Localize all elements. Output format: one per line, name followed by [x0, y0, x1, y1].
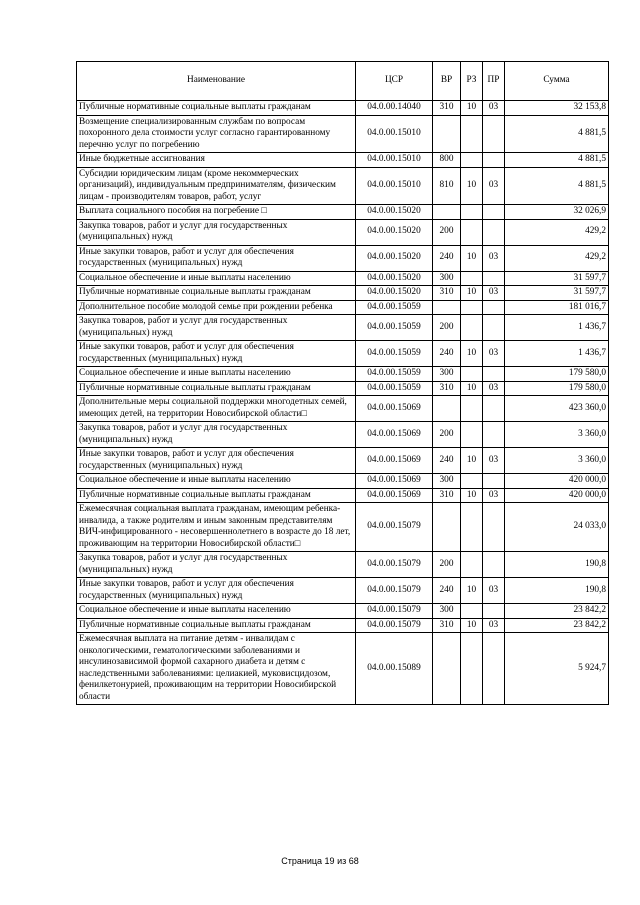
table-row [77, 633, 609, 705]
cell-vr: 310 [433, 488, 461, 503]
cell-pr: 03 [483, 245, 505, 271]
cell-csr: 04.0.00.15010 [356, 115, 433, 153]
cell-rz: 10 [461, 245, 483, 271]
table-row [77, 474, 609, 489]
cell-rz [461, 552, 483, 578]
cell-name: Иные закупки товаров, работ и услуг для обеспечения государственных (муниципальных) нужд [77, 341, 356, 367]
cell-csr: 04.0.00.15020 [356, 245, 433, 271]
cell-vr: 200 [433, 422, 461, 448]
cell-vr: 310 [433, 381, 461, 396]
cell-rz [461, 219, 483, 245]
cell-csr: 04.0.00.15069 [356, 396, 433, 422]
cell-csr: 04.0.00.15059 [356, 300, 433, 315]
table-row [77, 422, 609, 448]
cell-pr [483, 300, 505, 315]
cell-rz [461, 205, 483, 220]
cell-rz: 10 [461, 341, 483, 367]
cell-vr: 300 [433, 474, 461, 489]
cell-pr: 03 [483, 286, 505, 301]
cell-rz [461, 396, 483, 422]
cell-rz [461, 367, 483, 382]
cell-pr [483, 367, 505, 382]
cell-sum: 4 881,5 [505, 115, 609, 153]
cell-pr [483, 219, 505, 245]
cell-csr: 04.0.00.15069 [356, 474, 433, 489]
cell-name: Иные бюджетные ассигнования [77, 153, 356, 168]
cell-csr: 04.0.00.15079 [356, 604, 433, 619]
cell-pr: 03 [483, 618, 505, 633]
cell-sum: 420 000,0 [505, 488, 609, 503]
cell-name: Возмещение специализированным службам по вопросам похоронного дела стоимости услуг согласно гарантированному перечню услуг по погребению [77, 115, 356, 153]
cell-rz: 10 [461, 618, 483, 633]
cell-pr: 03 [483, 381, 505, 396]
table-row [77, 578, 609, 604]
cell-pr [483, 552, 505, 578]
cell-rz [461, 422, 483, 448]
table-row [77, 604, 609, 619]
table-row [77, 367, 609, 382]
cell-name: Иные закупки товаров, работ и услуг для обеспечения государственных (муниципальных) нужд [77, 578, 356, 604]
cell-rz: 10 [461, 167, 483, 205]
cell-csr: 04.0.00.15059 [356, 381, 433, 396]
cell-pr: 03 [483, 488, 505, 503]
cell-vr: 800 [433, 153, 461, 168]
cell-vr: 310 [433, 618, 461, 633]
cell-rz [461, 503, 483, 552]
cell-sum: 423 360,0 [505, 396, 609, 422]
cell-pr [483, 633, 505, 705]
table-row [77, 101, 609, 116]
table-row [77, 219, 609, 245]
cell-sum: 190,8 [505, 578, 609, 604]
cell-name: Закупка товаров, работ и услуг для государственных (муниципальных) нужд [77, 315, 356, 341]
cell-pr [483, 474, 505, 489]
cell-csr: 04.0.00.15010 [356, 167, 433, 205]
cell-name: Закупка товаров, работ и услуг для государственных (муниципальных) нужд [77, 552, 356, 578]
cell-rz: 10 [461, 101, 483, 116]
cell-name: Публичные нормативные социальные выплаты гражданам [77, 381, 356, 396]
cell-name: Социальное обеспечение и иные выплаты населению [77, 604, 356, 619]
cell-sum: 24 033,0 [505, 503, 609, 552]
cell-name: Ежемесячная выплата на питание детям - инвалидам с онкологическими, гематологическими заболеваниями и инсулинозависимой формой сахарного диабета и детям с наследственными заболеваниями: целиакией, муковисцидозом, фенилкетонурией, проживающим на территории Новосибирской области [77, 633, 356, 705]
header-vr: ВР [433, 62, 461, 101]
budget-table [76, 61, 609, 705]
cell-rz [461, 115, 483, 153]
table-row [77, 300, 609, 315]
cell-pr [483, 271, 505, 286]
cell-pr [483, 422, 505, 448]
header-sum: Сумма [505, 62, 609, 101]
cell-name: Социальное обеспечение и иные выплаты населению [77, 367, 356, 382]
table-row [77, 205, 609, 220]
cell-rz [461, 300, 483, 315]
cell-pr [483, 153, 505, 168]
cell-pr: 03 [483, 101, 505, 116]
header-rz: РЗ [461, 62, 483, 101]
cell-sum: 429,2 [505, 245, 609, 271]
cell-vr: 200 [433, 315, 461, 341]
cell-vr: 240 [433, 341, 461, 367]
cell-vr: 310 [433, 286, 461, 301]
cell-pr [483, 315, 505, 341]
cell-rz: 10 [461, 381, 483, 396]
cell-vr [433, 300, 461, 315]
cell-rz: 10 [461, 448, 483, 474]
cell-rz [461, 153, 483, 168]
cell-sum: 4 881,5 [505, 153, 609, 168]
table-row [77, 618, 609, 633]
cell-sum: 32 026,9 [505, 205, 609, 220]
cell-csr: 04.0.00.15069 [356, 422, 433, 448]
cell-pr: 03 [483, 341, 505, 367]
table-header-row [77, 62, 609, 101]
cell-pr: 03 [483, 167, 505, 205]
cell-name: Ежемесячная социальная выплата гражданам, имеющим ребенка-инвалида, а также родителям и иным законным представителям ВИЧ-инфицированного - несовершеннолетнего в возрасте до 18 лет, проживающим на территории Новосибирской области□ [77, 503, 356, 552]
cell-name: Иные закупки товаров, работ и услуг для обеспечения государственных (муниципальных) нужд [77, 448, 356, 474]
cell-csr: 04.0.00.15079 [356, 552, 433, 578]
cell-name: Социальное обеспечение и иные выплаты населению [77, 271, 356, 286]
cell-rz: 10 [461, 286, 483, 301]
cell-sum: 420 000,0 [505, 474, 609, 489]
cell-sum: 32 153,8 [505, 101, 609, 116]
cell-sum: 5 924,7 [505, 633, 609, 705]
cell-sum: 1 436,7 [505, 341, 609, 367]
cell-pr [483, 115, 505, 153]
cell-name: Публичные нормативные социальные выплаты гражданам [77, 101, 356, 116]
cell-csr: 04.0.00.15020 [356, 205, 433, 220]
cell-csr: 04.0.00.15059 [356, 367, 433, 382]
table-row [77, 115, 609, 153]
cell-name: Дополнительное пособие молодой семье при рождении ребенка [77, 300, 356, 315]
cell-vr [433, 205, 461, 220]
cell-vr: 300 [433, 367, 461, 382]
cell-name: Иные закупки товаров, работ и услуг для обеспечения государственных (муниципальных) нужд [77, 245, 356, 271]
cell-name: Дополнительные меры социальной поддержки многодетных семей, имеющих детей, на территории Новосибирской области□ [77, 396, 356, 422]
table-row [77, 396, 609, 422]
cell-pr [483, 396, 505, 422]
cell-vr [433, 115, 461, 153]
cell-sum: 190,8 [505, 552, 609, 578]
cell-sum: 179 580,0 [505, 381, 609, 396]
cell-pr [483, 503, 505, 552]
cell-name: Субсидии юридическим лицам (кроме некоммерческих организаций), индивидуальным предпринимателям, физическим лицам - производителям товаров, работ, услуг [77, 167, 356, 205]
table-row [77, 381, 609, 396]
cell-name: Публичные нормативные социальные выплаты гражданам [77, 286, 356, 301]
cell-csr: 04.0.00.15020 [356, 271, 433, 286]
table-row [77, 488, 609, 503]
cell-csr: 04.0.00.15020 [356, 219, 433, 245]
cell-csr: 04.0.00.15020 [356, 286, 433, 301]
cell-csr: 04.0.00.15089 [356, 633, 433, 705]
cell-csr: 04.0.00.15079 [356, 578, 433, 604]
cell-vr: 240 [433, 578, 461, 604]
cell-csr: 04.0.00.15079 [356, 618, 433, 633]
cell-pr [483, 604, 505, 619]
cell-sum: 23 842,2 [505, 618, 609, 633]
cell-csr: 04.0.00.15059 [356, 341, 433, 367]
cell-pr [483, 205, 505, 220]
cell-name: Закупка товаров, работ и услуг для государственных (муниципальных) нужд [77, 219, 356, 245]
cell-csr: 04.0.00.15079 [356, 503, 433, 552]
table-row [77, 448, 609, 474]
cell-sum: 3 360,0 [505, 422, 609, 448]
cell-sum: 31 597,7 [505, 286, 609, 301]
cell-sum: 181 016,7 [505, 300, 609, 315]
cell-csr: 04.0.00.15059 [356, 315, 433, 341]
header-pr: ПР [483, 62, 505, 101]
header-name: Наименование [77, 62, 356, 101]
cell-rz [461, 271, 483, 286]
cell-sum: 429,2 [505, 219, 609, 245]
cell-rz: 10 [461, 578, 483, 604]
cell-rz [461, 633, 483, 705]
cell-vr: 240 [433, 448, 461, 474]
header-csr: ЦСР [356, 62, 433, 101]
cell-sum: 3 360,0 [505, 448, 609, 474]
table-row [77, 315, 609, 341]
cell-sum: 1 436,7 [505, 315, 609, 341]
cell-vr: 200 [433, 552, 461, 578]
cell-vr: 200 [433, 219, 461, 245]
table-row [77, 245, 609, 271]
cell-vr [433, 396, 461, 422]
cell-name: Закупка товаров, работ и услуг для государственных (муниципальных) нужд [77, 422, 356, 448]
cell-name: Публичные нормативные социальные выплаты гражданам [77, 488, 356, 503]
cell-vr: 240 [433, 245, 461, 271]
cell-rz: 10 [461, 488, 483, 503]
table-row [77, 552, 609, 578]
cell-csr: 04.0.00.15069 [356, 448, 433, 474]
cell-sum: 4 881,5 [505, 167, 609, 205]
cell-csr: 04.0.00.14040 [356, 101, 433, 116]
cell-pr: 03 [483, 448, 505, 474]
table-row [77, 503, 609, 552]
cell-vr [433, 633, 461, 705]
cell-csr: 04.0.00.15010 [356, 153, 433, 168]
cell-csr: 04.0.00.15069 [356, 488, 433, 503]
cell-rz [461, 315, 483, 341]
cell-rz [461, 604, 483, 619]
cell-sum: 31 597,7 [505, 271, 609, 286]
cell-vr: 810 [433, 167, 461, 205]
cell-name: Публичные нормативные социальные выплаты гражданам [77, 618, 356, 633]
cell-name: Выплата социального пособия на погребение □ [77, 205, 356, 220]
cell-sum: 23 842,2 [505, 604, 609, 619]
cell-vr [433, 503, 461, 552]
cell-vr: 310 [433, 101, 461, 116]
page-number: Страница 19 из 68 [281, 856, 359, 866]
table-row [77, 286, 609, 301]
table-row [77, 153, 609, 168]
cell-name: Социальное обеспечение и иные выплаты населению [77, 474, 356, 489]
table-body [77, 101, 609, 705]
cell-pr: 03 [483, 578, 505, 604]
table-row [77, 167, 609, 205]
cell-vr: 300 [433, 604, 461, 619]
table-row [77, 271, 609, 286]
cell-rz [461, 474, 483, 489]
cell-sum: 179 580,0 [505, 367, 609, 382]
cell-vr: 300 [433, 271, 461, 286]
table-row [77, 341, 609, 367]
